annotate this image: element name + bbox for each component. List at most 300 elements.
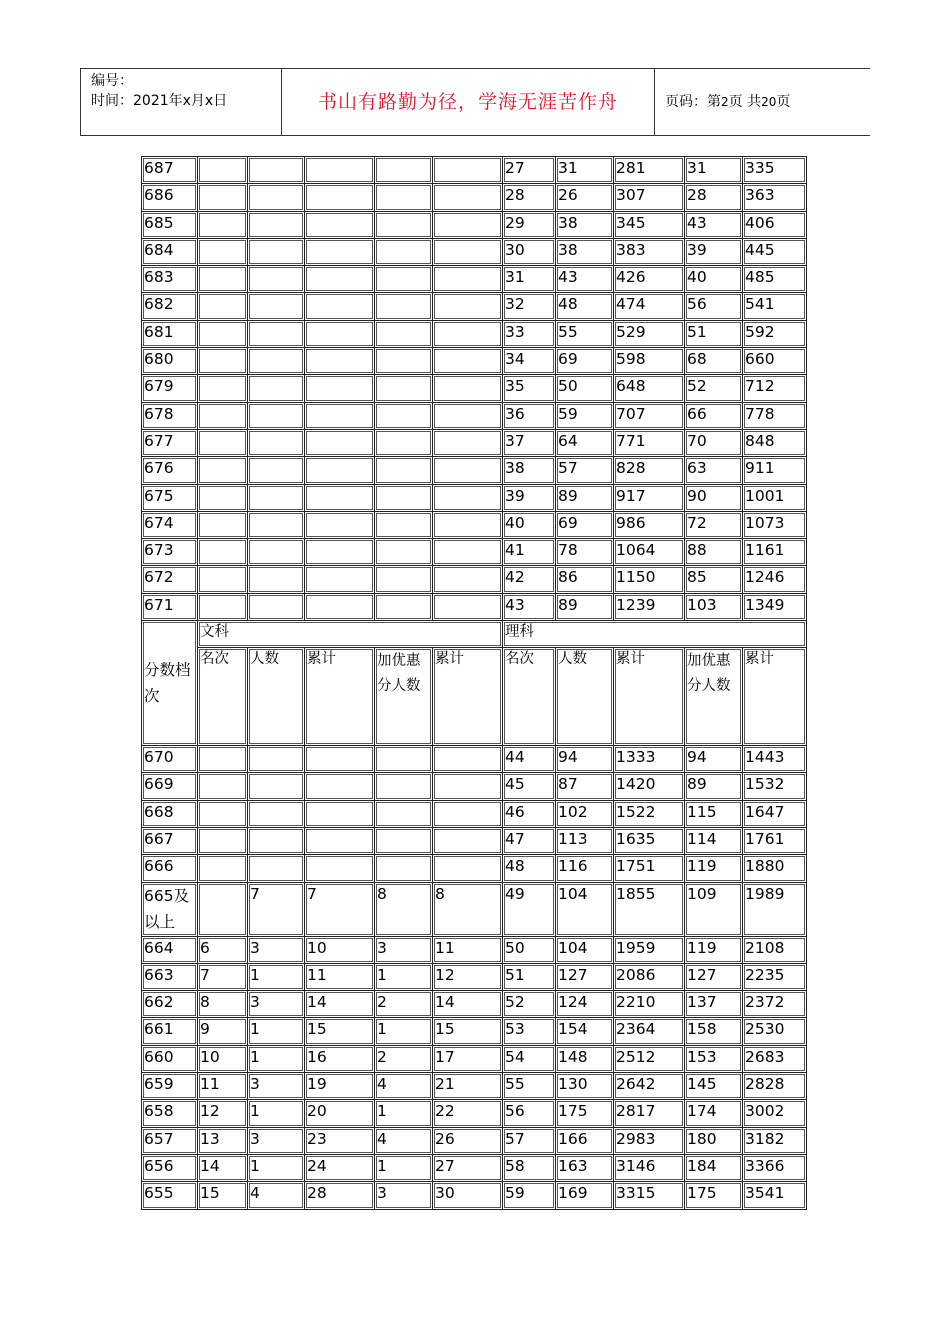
header-motto: 书山有路勤为径，学海无涯苦作舟 [282,69,655,135]
table-cell: 3002 [743,1100,807,1127]
table-cell [433,566,503,593]
table-cell: 116 [556,855,614,882]
table-cell [433,157,503,184]
col-bonus-line2: 分人数 [687,678,731,695]
table-cell: 15 [305,1018,375,1045]
table-body-top [142,157,807,621]
score-cell: 660 [142,1045,198,1072]
table-cell [305,800,375,827]
table-cell [375,593,433,620]
table-cell: 28 [503,184,556,211]
table-cell: 158 [685,1018,743,1045]
table-cell [248,593,305,620]
table-cell: 70 [685,429,743,456]
page-number: 2 [721,95,729,109]
table-cell: 38 [556,211,614,238]
table-cell [433,511,503,538]
table-body-bottom [142,746,807,1209]
table-cell: 3 [248,1127,305,1154]
table-cell: 707 [614,402,685,429]
table-cell: 130 [556,1073,614,1100]
table-cell: 485 [743,266,807,293]
table-cell [248,429,305,456]
table-row [142,827,807,854]
table-cell [433,539,503,566]
table-cell: 1150 [614,566,685,593]
table-cell: 2210 [614,991,685,1018]
table-cell [305,566,375,593]
table-cell: 2530 [743,1018,807,1045]
table-row [142,539,807,566]
table-cell: 14 [305,991,375,1018]
table-cell: 911 [743,457,807,484]
table-row [142,991,807,1018]
table-cell: 40 [685,266,743,293]
table-cell [433,266,503,293]
table-cell: 8 [433,882,503,936]
table-cell [198,484,248,511]
table-cell: 31 [685,157,743,184]
table-cell [248,293,305,320]
table-cell: 94 [685,746,743,773]
score-cell: 668 [142,800,198,827]
table-cell: 127 [556,963,614,990]
table-cell [305,484,375,511]
table-cell: 2364 [614,1018,685,1045]
table-cell: 10 [305,936,375,963]
score-cell: 686 [142,184,198,211]
table-cell [248,511,305,538]
table-cell: 180 [685,1127,743,1154]
col-bonus-line1: 加优惠 [687,653,731,670]
score-cell: 669 [142,773,198,800]
table-cell [248,800,305,827]
table-cell [375,484,433,511]
table-cell [198,511,248,538]
table-cell: 1 [248,1045,305,1072]
table-cell: 1 [248,1154,305,1181]
score-cell: 685 [142,211,198,238]
table-cell: 57 [556,457,614,484]
table-cell [198,882,248,936]
table-cell [198,238,248,265]
table-row [142,375,807,402]
table-cell [305,457,375,484]
table-cell: 113 [556,827,614,854]
table-cell: 46 [503,800,556,827]
table-cell: 104 [556,936,614,963]
table-cell [375,511,433,538]
table-cell: 27 [433,1154,503,1181]
table-row [142,402,807,429]
table-cell: 43 [685,211,743,238]
table-cell: 474 [614,293,685,320]
table-cell: 2983 [614,1127,685,1154]
table-cell: 529 [614,320,685,347]
table-cell [375,773,433,800]
table-cell: 175 [685,1182,743,1209]
page-prefix: 页码：第 [665,94,721,110]
table-cell [198,375,248,402]
col-count: 人数 [248,648,305,746]
table-cell: 2086 [614,963,685,990]
table-cell [305,348,375,375]
table-cell: 36 [503,402,556,429]
table-cell: 38 [503,457,556,484]
table-cell [375,539,433,566]
table-row [142,348,807,375]
table-cell: 43 [503,593,556,620]
table-cell [248,539,305,566]
col-rank: 名次 [198,648,248,746]
table-cell: 3 [248,936,305,963]
score-cell: 658 [142,1100,198,1127]
table-cell: 648 [614,375,685,402]
table-cell: 1855 [614,882,685,936]
table-cell [198,800,248,827]
table-row [142,457,807,484]
table-cell: 778 [743,402,807,429]
score-cell: 657 [142,1127,198,1154]
table-cell: 89 [685,773,743,800]
table-cell: 56 [503,1100,556,1127]
score-cell: 677 [142,429,198,456]
table-cell: 24 [305,1154,375,1181]
table-cell: 11 [433,936,503,963]
table-cell: 31 [503,266,556,293]
score-level-header: 分数档次 [142,621,198,746]
table-cell [248,320,305,347]
table-cell: 1 [248,1100,305,1127]
col-cum2: 累计 [433,648,503,746]
table-cell: 29 [503,211,556,238]
table-cell [375,266,433,293]
table-cell [375,402,433,429]
score-cell: 684 [142,238,198,265]
table-cell [248,157,305,184]
table-cell: 3 [375,936,433,963]
score-cell: 680 [142,348,198,375]
table-cell [375,746,433,773]
table-cell: 406 [743,211,807,238]
table-cell: 33 [503,320,556,347]
score-cell: 665及以上 [142,882,198,936]
table-cell [248,238,305,265]
table-cell [198,266,248,293]
table-cell: 66 [685,402,743,429]
col-count: 人数 [556,648,614,746]
table-cell: 22 [433,1100,503,1127]
page-total: 20 [761,95,777,109]
table-cell: 35 [503,375,556,402]
table-cell [198,348,248,375]
table-row [142,511,807,538]
table-cell: 335 [743,157,807,184]
score-distribution-table [141,156,807,1210]
table-cell: 3 [248,1073,305,1100]
score-cell: 670 [142,746,198,773]
table-cell [375,238,433,265]
table-cell [248,566,305,593]
table-cell: 114 [685,827,743,854]
table-cell: 89 [556,593,614,620]
table-row [142,963,807,990]
table-cell: 45 [503,773,556,800]
table-cell: 1 [375,963,433,990]
table-cell: 281 [614,157,685,184]
table-cell [433,429,503,456]
table-cell [248,211,305,238]
table-cell [305,238,375,265]
table-cell [433,184,503,211]
table-cell [198,402,248,429]
table-cell: 1 [375,1018,433,1045]
table-cell: 154 [556,1018,614,1045]
number-label: 编号： [91,73,133,89]
table-cell: 15 [433,1018,503,1045]
table-cell: 53 [503,1018,556,1045]
table-cell [305,293,375,320]
table-cell: 40 [503,511,556,538]
table-cell: 58 [503,1154,556,1181]
table-cell: 64 [556,429,614,456]
table-cell [433,855,503,882]
table-cell [198,566,248,593]
table-cell [375,375,433,402]
col-cum: 累计 [305,648,375,746]
table-cell: 2 [375,1045,433,1072]
score-cell: 679 [142,375,198,402]
table-cell: 2 [375,991,433,1018]
table-cell: 85 [685,566,743,593]
table-cell: 55 [503,1073,556,1100]
table-row [142,484,807,511]
table-cell: 174 [685,1100,743,1127]
table-cell: 445 [743,238,807,265]
table-cell [305,402,375,429]
table-cell: 1161 [743,539,807,566]
table-cell [248,773,305,800]
table-cell: 103 [685,593,743,620]
table-cell: 55 [556,320,614,347]
table-cell: 11 [198,1073,248,1100]
table-cell: 1522 [614,800,685,827]
table-cell: 59 [556,402,614,429]
table-cell: 4 [375,1073,433,1100]
table-cell: 2235 [743,963,807,990]
table-cell [198,184,248,211]
table-cell [198,457,248,484]
table-cell: 153 [685,1045,743,1072]
table-cell: 89 [556,484,614,511]
score-cell: 656 [142,1154,198,1181]
table-cell: 26 [556,184,614,211]
table-cell: 175 [556,1100,614,1127]
table-cell [375,566,433,593]
table-cell: 38 [556,238,614,265]
table-cell [433,484,503,511]
score-cell: 676 [142,457,198,484]
table-cell: 1073 [743,511,807,538]
table-cell: 47 [503,827,556,854]
table-section-header [142,621,807,746]
table-cell: 986 [614,511,685,538]
table-cell: 363 [743,184,807,211]
table-cell [375,855,433,882]
table-cell [198,320,248,347]
table-cell: 1349 [743,593,807,620]
table-cell: 848 [743,429,807,456]
table-cell: 26 [433,1127,503,1154]
table-row [142,773,807,800]
table-cell: 1 [375,1100,433,1127]
table-cell [248,855,305,882]
table-row [142,936,807,963]
table-cell: 41 [503,539,556,566]
table-cell: 15 [198,1182,248,1209]
table-cell [248,184,305,211]
table-cell [198,157,248,184]
table-row [142,593,807,620]
table-cell: 145 [685,1073,743,1100]
table-cell [305,539,375,566]
table-cell: 104 [556,882,614,936]
table-cell: 31 [556,157,614,184]
table-cell [433,293,503,320]
score-cell: 675 [142,484,198,511]
table-cell: 21 [433,1073,503,1100]
table-cell: 1064 [614,539,685,566]
table-cell: 44 [503,746,556,773]
table-cell [305,827,375,854]
score-cell: 682 [142,293,198,320]
table-cell: 69 [556,348,614,375]
table-cell: 1635 [614,827,685,854]
table-cell: 72 [685,511,743,538]
table-cell: 11 [305,963,375,990]
score-cell: 661 [142,1018,198,1045]
table-cell [248,348,305,375]
table-cell: 592 [743,320,807,347]
score-cell: 659 [142,1073,198,1100]
table-cell: 383 [614,238,685,265]
table-cell: 51 [503,963,556,990]
table-cell: 8 [375,882,433,936]
table-cell: 345 [614,211,685,238]
table-row [142,882,807,936]
table-row [142,238,807,265]
table-cell [198,539,248,566]
table-row [142,855,807,882]
score-cell: 672 [142,566,198,593]
table-cell [375,348,433,375]
table-row [142,746,807,773]
table-cell [305,211,375,238]
table-cell: 39 [685,238,743,265]
table-cell: 8 [198,991,248,1018]
table-cell: 19 [305,1073,375,1100]
table-cell [248,746,305,773]
col-bonus-line1: 加优惠 [377,653,421,670]
col-bonus-line2: 分人数 [377,678,421,695]
table-cell: 1239 [614,593,685,620]
table-cell: 17 [433,1045,503,1072]
table-cell [433,238,503,265]
table-row [142,1100,807,1127]
table-cell: 163 [556,1154,614,1181]
col-bonus [685,648,743,746]
table-cell: 10 [198,1045,248,1072]
table-cell: 69 [556,511,614,538]
table-cell: 6 [198,936,248,963]
table-cell [375,320,433,347]
table-cell: 12 [433,963,503,990]
table-cell: 1880 [743,855,807,882]
header-meta [81,69,282,135]
table-cell: 148 [556,1045,614,1072]
table-cell: 51 [685,320,743,347]
table-cell [305,157,375,184]
table-row [142,1182,807,1209]
table-cell [305,773,375,800]
table-cell: 28 [305,1182,375,1209]
table-cell: 1333 [614,746,685,773]
table-cell: 3182 [743,1127,807,1154]
table-cell: 20 [305,1100,375,1127]
table-cell: 102 [556,800,614,827]
table-cell [433,773,503,800]
table-cell: 39 [503,484,556,511]
table-cell: 50 [503,936,556,963]
table-cell [375,827,433,854]
score-cell: 655 [142,1182,198,1209]
table-cell: 598 [614,348,685,375]
table-cell: 50 [556,375,614,402]
table-cell: 4 [248,1182,305,1209]
table-cell: 2817 [614,1100,685,1127]
table-cell [248,266,305,293]
table-cell: 2642 [614,1073,685,1100]
table-cell: 3 [248,991,305,1018]
table-cell: 1 [375,1154,433,1181]
table-cell: 1001 [743,484,807,511]
table-cell [433,375,503,402]
table-row [142,1127,807,1154]
table-cell: 12 [198,1100,248,1127]
table-cell: 7 [248,882,305,936]
table-cell [433,827,503,854]
table-row [142,211,807,238]
table-cell: 32 [503,293,556,320]
table-cell [305,266,375,293]
table-cell [433,800,503,827]
table-cell: 54 [503,1045,556,1072]
table-cell: 1751 [614,855,685,882]
table-cell [433,348,503,375]
table-cell: 7 [305,882,375,936]
table-cell [305,511,375,538]
table-row [142,184,807,211]
score-cell: 681 [142,320,198,347]
table-cell [375,157,433,184]
table-cell: 59 [503,1182,556,1209]
table-cell [433,593,503,620]
score-cell: 671 [142,593,198,620]
table-row [142,1045,807,1072]
table-cell [198,827,248,854]
table-cell: 1959 [614,936,685,963]
table-row [142,429,807,456]
